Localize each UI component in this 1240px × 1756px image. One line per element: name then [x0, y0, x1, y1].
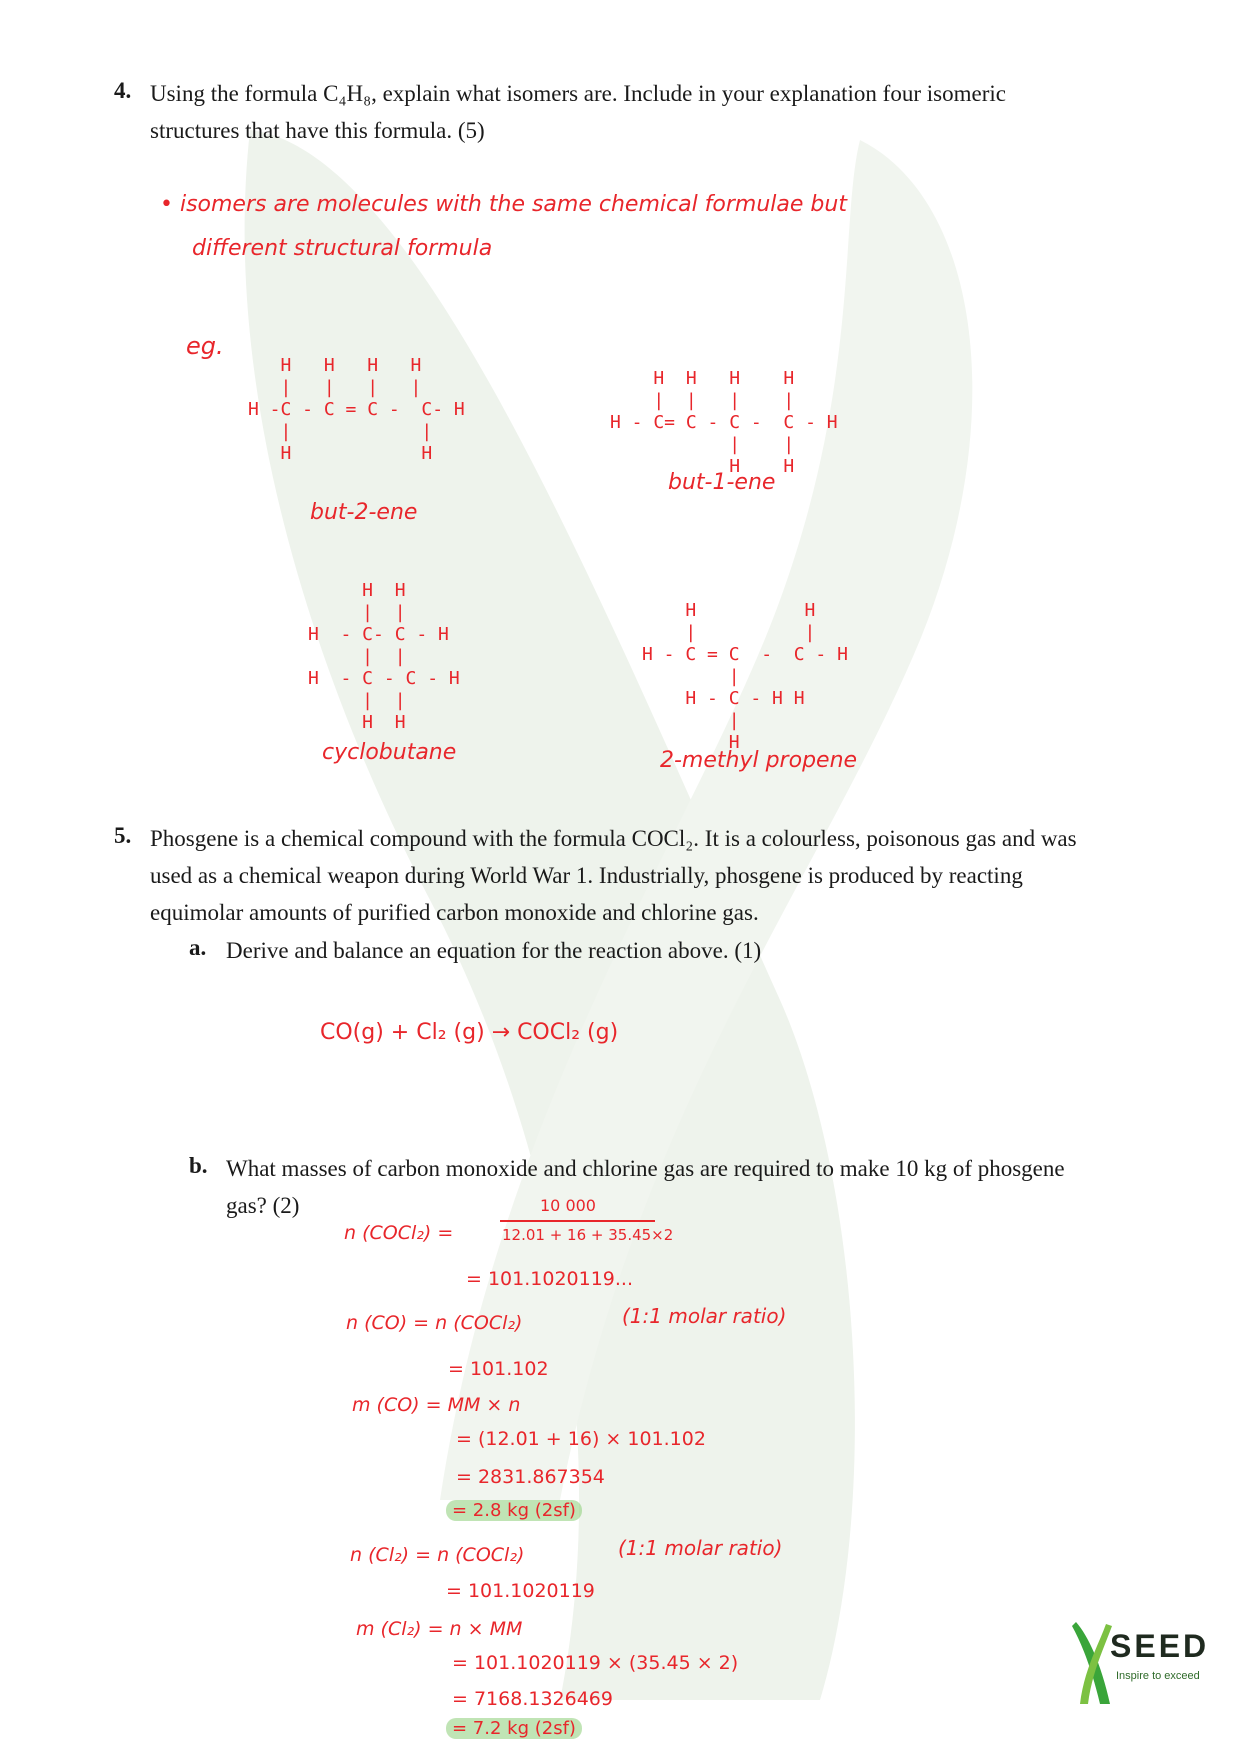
fraction-denominator: 12.01 + 16 + 35.45×2 — [502, 1226, 674, 1244]
question-5-line-3: equimolar amounts of purified carbon monoxide and chlorine gas. — [150, 900, 759, 925]
m-co-substitution: = (12.01 + 16) × 101.102 — [456, 1428, 706, 1450]
logo-tagline: Inspire to exceed — [1116, 1670, 1200, 1682]
question-5-text — [150, 820, 1210, 931]
logo-name: SEED — [1110, 1628, 1210, 1664]
isomer-definition-line-1: • isomers are molecules with the same chemical formulae but — [160, 192, 847, 217]
m-co-value: = 2831.867354 — [456, 1466, 605, 1488]
eg-label: eg. — [186, 332, 224, 360]
balanced-equation: CO(g) + Cl₂ (g) → COCl₂ (g) — [320, 1020, 619, 1045]
part-a-text: Derive and balance an equation for the reaction above. (1) — [226, 938, 762, 963]
question-4-text — [150, 75, 1150, 149]
part-b-label: b. — [189, 1153, 208, 1178]
m-co-line: m (CO) = MM × n — [352, 1394, 521, 1416]
question-4-number: 4. — [114, 78, 132, 103]
part-b-line-2: gas? (2) — [226, 1193, 300, 1218]
label-cyclobutane: cyclobutane — [322, 740, 457, 765]
m-cl2-answer: = 7.2 kg (2sf) — [446, 1718, 582, 1739]
fraction-numerator: 10 000 — [540, 1196, 596, 1215]
structure-2-methyl-propene: H H | | H - C = C - C - H | H - C - H H | H — [642, 600, 848, 753]
ratio-note-cl2: (1:1 molar ratio) — [618, 1536, 783, 1560]
structure-but-1-ene: H H H H | | | | H - C= C - C - C - H | | H H — [610, 368, 838, 477]
question-5-line-1: Phosgene is a chemical compound with the formula COCl₂. It is a colourless, poisonous gas and was — [150, 826, 1077, 851]
question-4-line-1: Using the formula C₄H₈, explain what isomers are. Include in your explanation four isomeric — [150, 81, 1006, 106]
label-but-1-ene: but-1-ene — [668, 470, 776, 495]
n-co-value: = 101.102 — [448, 1358, 549, 1380]
m-cl2-value: = 7168.1326469 — [452, 1688, 613, 1710]
structure-cyclobutane: H H | | H - C- C - H | | H - C - C - H | | H H — [308, 580, 460, 733]
m-cl2-substitution: = 101.1020119 × (35.45 × 2) — [452, 1652, 739, 1674]
m-cl2-line: m (Cl₂) = n × MM — [356, 1618, 523, 1640]
question-4-line-2: structures that have this formula. (5) — [150, 118, 485, 143]
ratio-note-co: (1:1 molar ratio) — [622, 1304, 787, 1328]
label-but-2-ene: but-2-ene — [310, 500, 418, 525]
part-b-line-1: What masses of carbon monoxide and chlorine gas are required to make 10 kg of phosgene — [226, 1156, 1065, 1181]
structure-but-2-ene: H H H H | | | | H -C - C = C - C- H | | H H — [248, 355, 465, 464]
part-b-text — [226, 1150, 1206, 1224]
n-cocl2-lhs: n (COCl₂) = — [344, 1222, 454, 1244]
question-5-number: 5. — [114, 823, 132, 848]
label-2-methyl-propene: 2-methyl propene — [660, 748, 858, 773]
n-cocl2-value: = 101.1020119... — [466, 1268, 634, 1290]
n-co-line: n (CO) = n (COCl₂) — [346, 1312, 523, 1334]
question-5-line-2: used as a chemical weapon during World War 1. Industrially, phosgene is produced by reacting — [150, 863, 1023, 888]
seed-logo — [1070, 1618, 1210, 1718]
fraction-bar — [500, 1220, 655, 1222]
part-a-label: a. — [189, 935, 207, 960]
isomer-definition-line-2: different structural formula — [192, 236, 493, 261]
m-co-answer: = 2.8 kg (2sf) — [446, 1500, 582, 1521]
n-cl2-value: = 101.1020119 — [446, 1580, 595, 1602]
n-cl2-line: n (Cl₂) = n (COCl₂) — [350, 1544, 525, 1566]
